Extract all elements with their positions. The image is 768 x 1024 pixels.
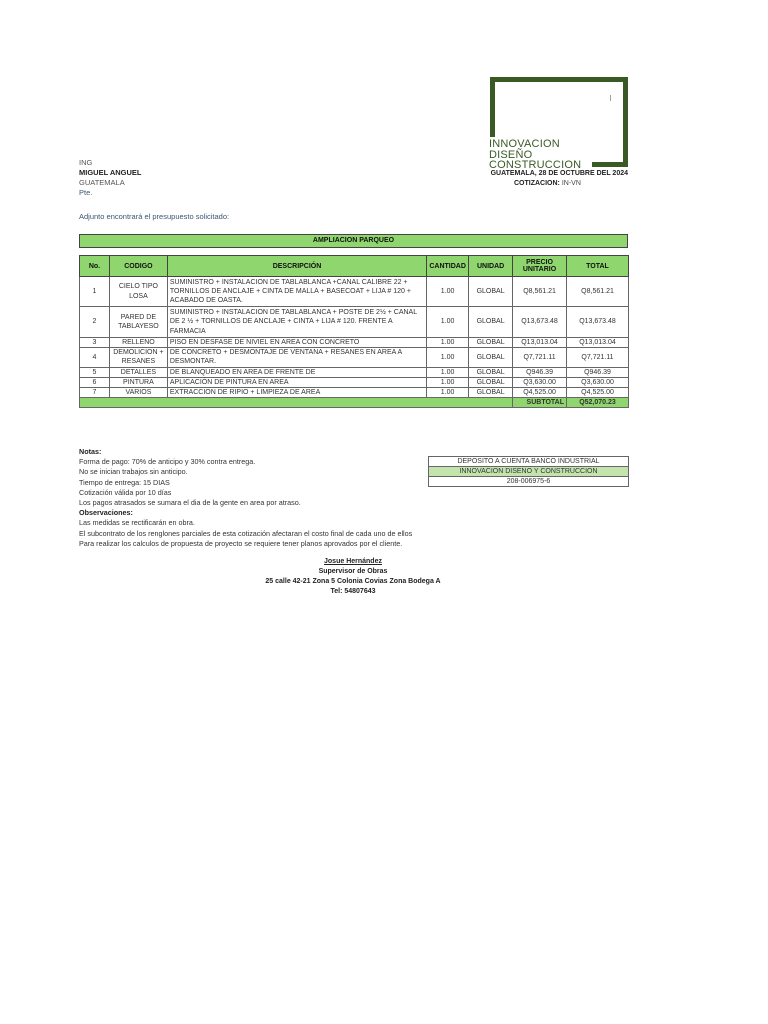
cell-precio: Q4,525.00 [513, 388, 567, 398]
notes-title: Notas: [79, 447, 102, 456]
col-header-total: TOTAL [567, 256, 629, 277]
cell-no: 2 [80, 307, 110, 338]
cell-descripcion: APLICACIÓN DE PINTURA EN AREA [167, 377, 426, 387]
cell-codigo: VARIOS [109, 388, 167, 398]
company-logo [489, 139, 581, 171]
cell-precio: Q13,013.04 [513, 338, 567, 348]
subtotal-label: SUBTOTAL [513, 398, 567, 408]
cell-cantidad: 1.00 [427, 338, 469, 348]
quote-number-row [514, 180, 581, 187]
signature-name: Josue Hernández [324, 558, 382, 565]
cell-codigo: CIELO TIPO LOSA [109, 277, 167, 307]
note-line: Cotización válida por 10 días [79, 487, 172, 497]
cell-total: Q13,013.04 [567, 338, 629, 348]
cell-unidad: GLOBAL [469, 367, 513, 377]
cell-unidad: GLOBAL [469, 277, 513, 307]
note-line: Los pagos atrasados se sumara el dia de la gente en area por atraso. [79, 498, 301, 508]
quote-table [79, 255, 629, 408]
cell-no: 6 [80, 377, 110, 387]
logo-frame-bottom [592, 162, 628, 167]
logo-line-2: DISEÑO [489, 148, 533, 161]
note-line: Forma de pago: 70% de anticipo y 30% contra entrega. [79, 457, 256, 467]
logo-line-3: CONSTRUCCION [489, 159, 582, 171]
col-header-descripcion: DESCRIPCIÓN [167, 256, 426, 277]
cell-no: 7 [80, 388, 110, 398]
col-header-cantidad: CANTIDAD [427, 256, 469, 277]
table-row [80, 367, 629, 377]
note-line: Tiempo de entrega: 15 DIAS [79, 477, 170, 487]
recipient-name: MIGUEL ANGUEL [79, 168, 142, 177]
cell-no: 5 [80, 367, 110, 377]
col-header-no: No. [80, 256, 110, 277]
table-row [80, 388, 629, 398]
bank-line-2: INNOVACION DISENO Y CONSTRUCCION [429, 467, 629, 477]
note-line: No se inician trabajos sin anticipo. [79, 467, 188, 477]
cell-precio: Q3,630.00 [513, 377, 567, 387]
cell-unidad: GLOBAL [469, 307, 513, 338]
col-header-unidad: UNIDAD [469, 256, 513, 277]
cell-precio: Q946.39 [513, 367, 567, 377]
cell-total: Q8,561.21 [567, 277, 629, 307]
col-header-precio: PRECIO UNITARIO [513, 256, 567, 277]
cell-total: Q13,673.48 [567, 307, 629, 338]
cell-descripcion: DE BLANQUEADO EN AREA DE FRENTE DE [167, 367, 426, 377]
observations-title: Observaciones: [79, 508, 133, 518]
observation-line: Para realizar los calculos de propuesta de proyecto se requiere tener planos aprovados por el cliente. [79, 538, 403, 548]
intro-text: Adjunto encontrará el presupuesto solicitado: [79, 212, 230, 221]
cell-descripcion: DE CONCRETO + DESMONTAJE DE VENTANA + RESANES EN AREA A DESMONTAR. [167, 348, 426, 367]
cell-total: Q3,630.00 [567, 377, 629, 387]
cell-codigo: RELLENO [109, 338, 167, 348]
cell-descripcion: EXTRACCION DE RIPIO + LIMPIEZA DE AREA [167, 388, 426, 398]
bank-line-1: DEPOSITO A CUENTA BANCO INDUSTRIAL [429, 457, 629, 467]
cell-precio: Q8,561.21 [513, 277, 567, 307]
cell-precio: Q7,721.11 [513, 348, 567, 367]
recipient-block [79, 158, 142, 198]
signature-address: 25 calle 42-21 Zona 5 Colonia Covias Zona Bodega A [265, 578, 441, 585]
logo-frame-right [623, 77, 628, 167]
observation-line: Las medidas se rectificarán en obra. [79, 518, 195, 528]
table-row [80, 277, 629, 307]
date-line: GUATEMALA, 28 DE OCTUBRE DEL 2024 [490, 170, 628, 177]
quote-number: IN-VN [561, 180, 581, 187]
cell-cantidad: 1.00 [427, 307, 469, 338]
cell-total: Q946.39 [567, 367, 629, 377]
table-row [80, 338, 629, 348]
cell-total: Q7,721.11 [567, 348, 629, 367]
table-row [80, 348, 629, 367]
cell-cantidad: 1.00 [427, 388, 469, 398]
cell-cantidad: 1.00 [427, 367, 469, 377]
recipient-title: ING [79, 158, 93, 167]
cell-unidad: GLOBAL [469, 348, 513, 367]
subtotal-value: Q52,070.23 [567, 398, 629, 408]
cell-codigo: DEMOLICION + RESANES [109, 348, 167, 367]
cell-cantidad: 1.00 [427, 377, 469, 387]
cell-no: 3 [80, 338, 110, 348]
logo-frame-top [490, 77, 628, 82]
logo-line-1: INNOVACION [489, 138, 560, 150]
cell-unidad: GLOBAL [469, 388, 513, 398]
cell-no: 4 [80, 348, 110, 367]
cell-codigo: PARED DE TABLAYESO [109, 307, 167, 338]
logo-frame-left [490, 77, 495, 137]
observation-line: El subcontrato de los renglones parciales de esta cotización afectaran el costo final de cada uno de ellos [79, 528, 413, 538]
bank-info-table [428, 456, 629, 487]
bank-account-number: 208-006975-6 [429, 477, 629, 487]
cell-unidad: GLOBAL [469, 377, 513, 387]
cell-total: Q4,525.00 [567, 388, 629, 398]
cell-cantidad: 1.00 [427, 277, 469, 307]
subtotal-row [80, 398, 629, 408]
cell-codigo: DETALLES [109, 367, 167, 377]
recipient-pte: Pte. [79, 188, 93, 197]
quote-label: COTIZACION: [514, 180, 560, 187]
table-row [80, 307, 629, 338]
cell-cantidad: 1.00 [427, 348, 469, 367]
cell-precio: Q13,673.48 [513, 307, 567, 338]
logo-mark [610, 95, 611, 101]
cell-descripcion: SUMINISTRO + INSTALACION DE TABLABLANCA +CANAL CALIBRE 22 + TORNILLOS DE ANCLAJE + CINTA DE MALLA + BASECOAT + LIJA # 120 + ACABADO DE OASTA. [167, 277, 426, 307]
project-title: AMPLIACION PARQUEO [79, 234, 628, 248]
table-header-row [80, 256, 629, 277]
signature-block [200, 557, 506, 597]
cell-codigo: PINTURA [109, 377, 167, 387]
cell-descripcion: SUMINISTRO + INSTALACION DE TABLABLANCA + POSTE DE 2½ + CANAL DE 2 ½ + TORNILLOS DE ANCLAJE + CINTA + LIJA # 120. FRENTE A FARMACIA [167, 307, 426, 338]
table-row [80, 377, 629, 387]
signature-role: Supervisor de Obras [318, 568, 388, 575]
notes-block [79, 447, 412, 549]
cell-no: 1 [80, 277, 110, 307]
cell-unidad: GLOBAL [469, 338, 513, 348]
col-header-codigo: CODIGO [109, 256, 167, 277]
signature-phone: Tel: 54807643 [330, 588, 376, 595]
recipient-city: GUATEMALA [79, 178, 125, 187]
cell-descripcion: PISO EN DESFASE DE NIVIEL EN AREA CON CONCRETO [167, 338, 426, 348]
